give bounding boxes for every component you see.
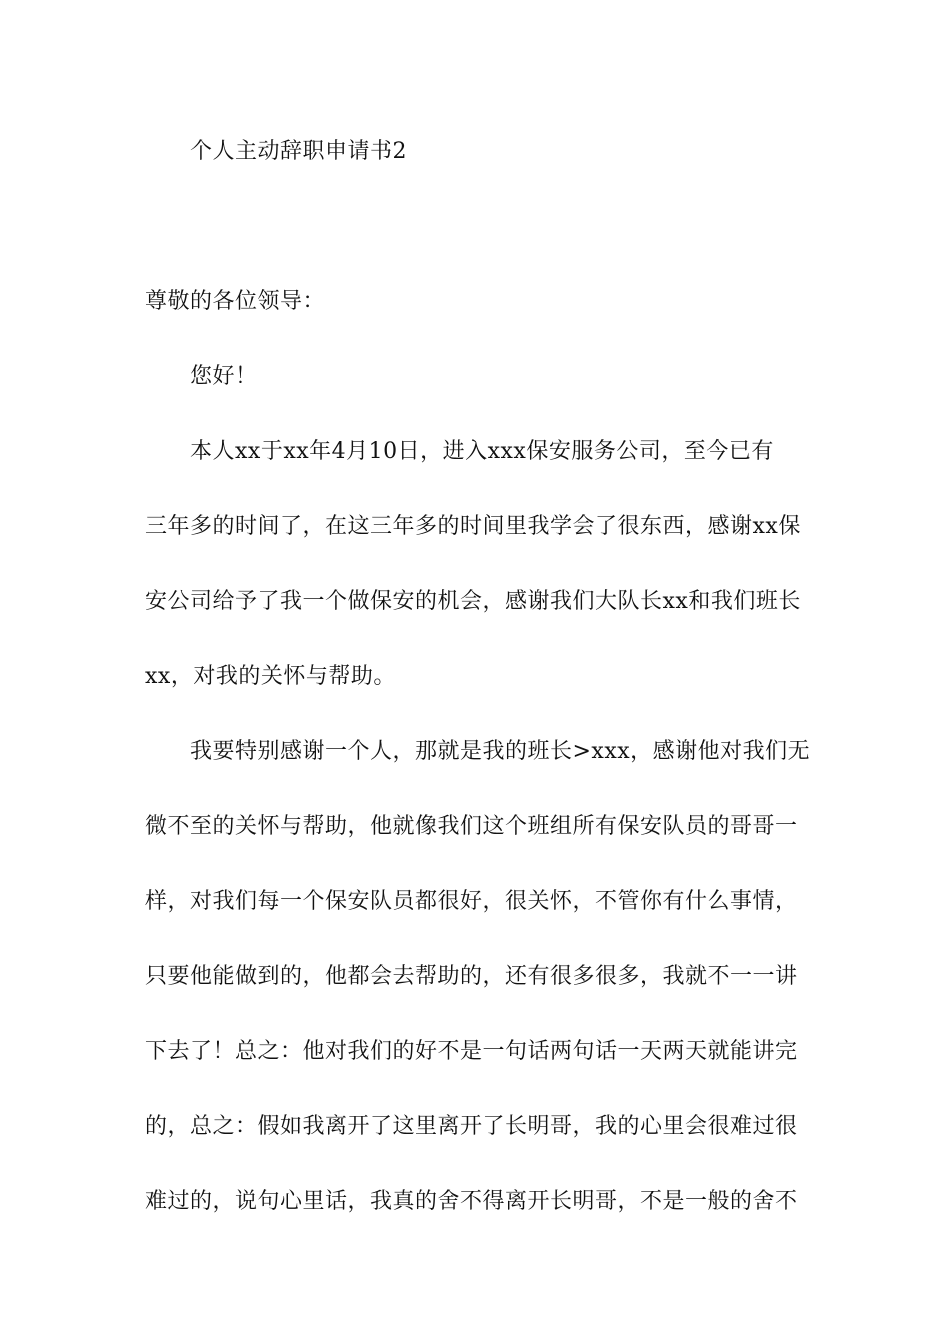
- paragraph-line: 的，总之：假如我离开了这里离开了长明哥，我的心里会很难过很: [145, 1114, 798, 1139]
- paragraph-line: 本人xx于xx年4月10日，进入xxx保安服务公司，至今已有: [190, 439, 774, 464]
- paragraph-line: 微不至的关怀与帮助，他就像我们这个班组所有保安队员的哥哥一: [145, 814, 798, 839]
- paragraph-line: 难过的，说句心里话，我真的舍不得离开长明哥，不是一般的舍不: [145, 1189, 798, 1214]
- paragraph-line: 三年多的时间了，在这三年多的时间里我学会了很东西，感谢xx保: [145, 514, 801, 539]
- paragraph-line: xx，对我的关怀与帮助。: [145, 664, 396, 689]
- salutation: 尊敬的各位领导：: [145, 289, 326, 314]
- greeting: 您好！: [190, 364, 258, 389]
- paragraph-line: 只要他能做到的，他都会去帮助的，还有很多很多，我就不一一讲: [145, 964, 798, 989]
- paragraph-line: 下去了！总之：他对我们的好不是一句话两句话一天两天就能讲完: [145, 1039, 798, 1064]
- paragraph-line: 样，对我们每一个保安队员都很好，很关怀，不管你有什么事情，: [145, 889, 798, 914]
- document-title: 个人主动辞职申请书2: [190, 139, 407, 164]
- paragraph-line: 安公司给予了我一个做保安的机会，感谢我们大队长xx和我们班长: [145, 589, 801, 614]
- paragraph-line: 我要特别感谢一个人，那就是我的班长>xxx，感谢他对我们无: [190, 739, 811, 764]
